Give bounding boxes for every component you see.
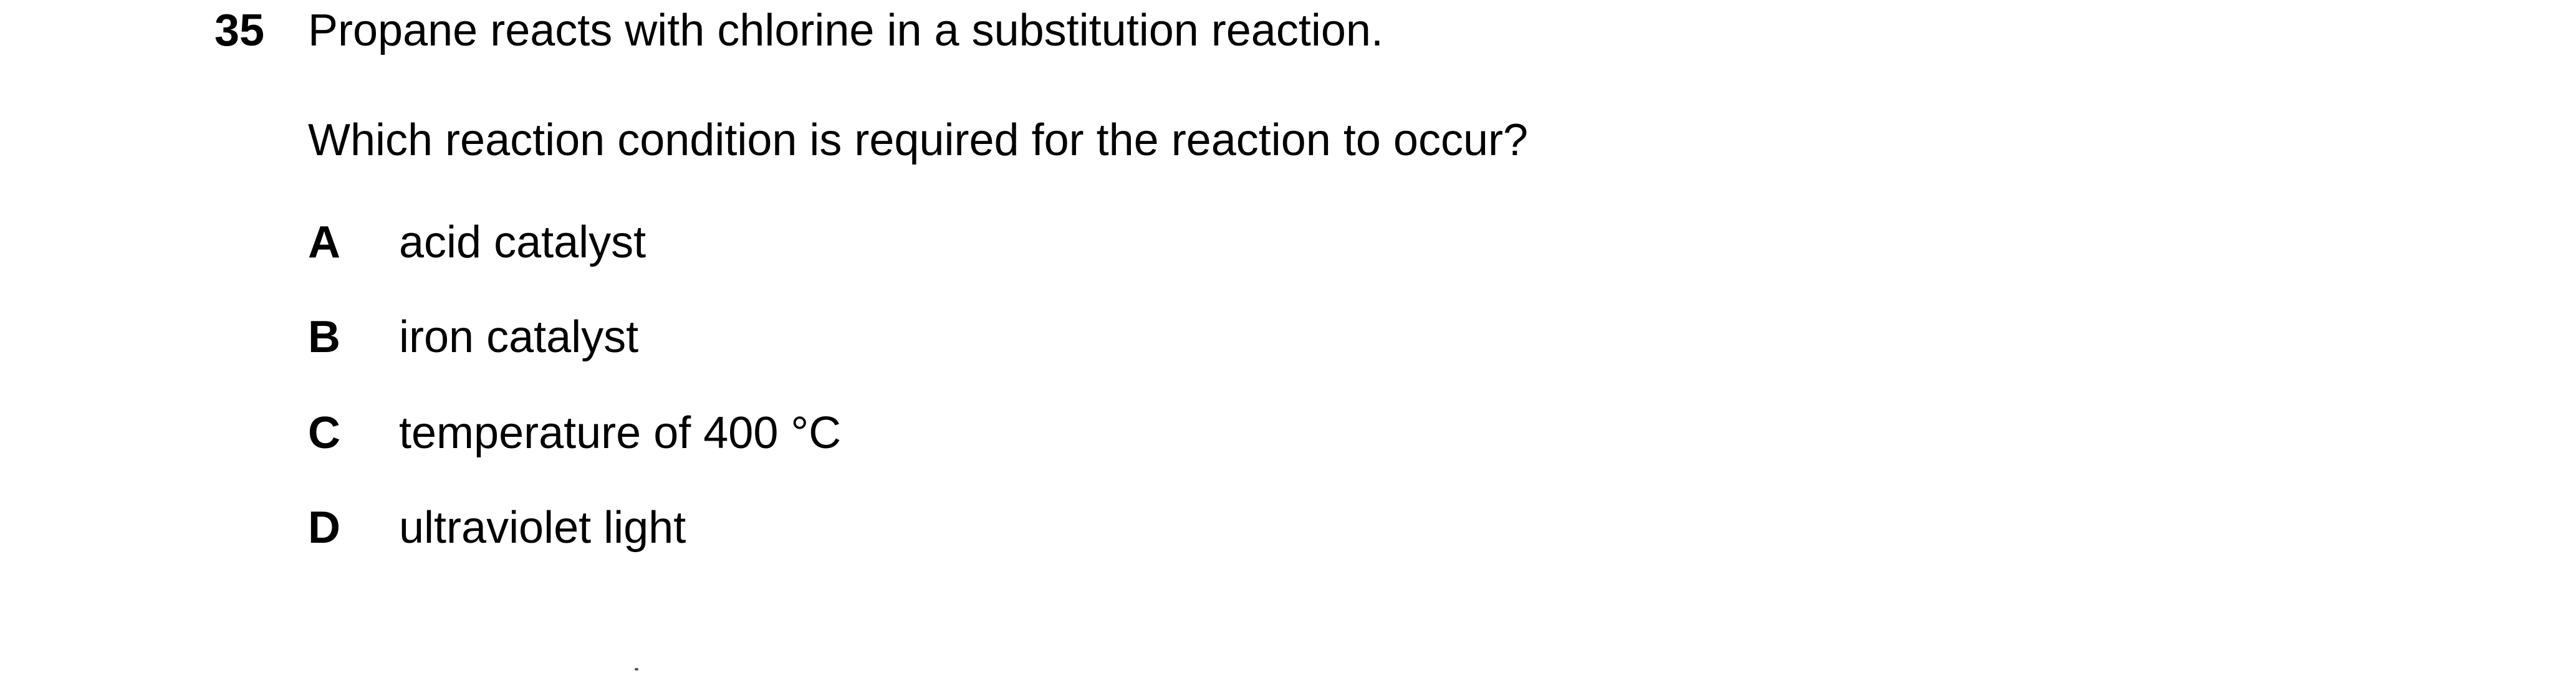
option-text: temperature of 400 °C xyxy=(399,408,842,458)
option-letter: D xyxy=(308,503,340,553)
option-text: acid catalyst xyxy=(399,217,646,267)
scan-speck xyxy=(635,668,638,671)
option-text: ultraviolet light xyxy=(399,503,686,553)
question-stem-line-2: Which reaction condition is required for the reaction to occur? xyxy=(308,115,1529,165)
question-number: 35 xyxy=(214,6,265,55)
option-letter: C xyxy=(308,408,340,458)
option-letter: A xyxy=(308,217,340,267)
option-letter: B xyxy=(308,312,340,362)
option-text: iron catalyst xyxy=(399,312,639,362)
question-stem-line-1: Propane reacts with chlorine in a substitution reaction. xyxy=(308,6,1383,55)
